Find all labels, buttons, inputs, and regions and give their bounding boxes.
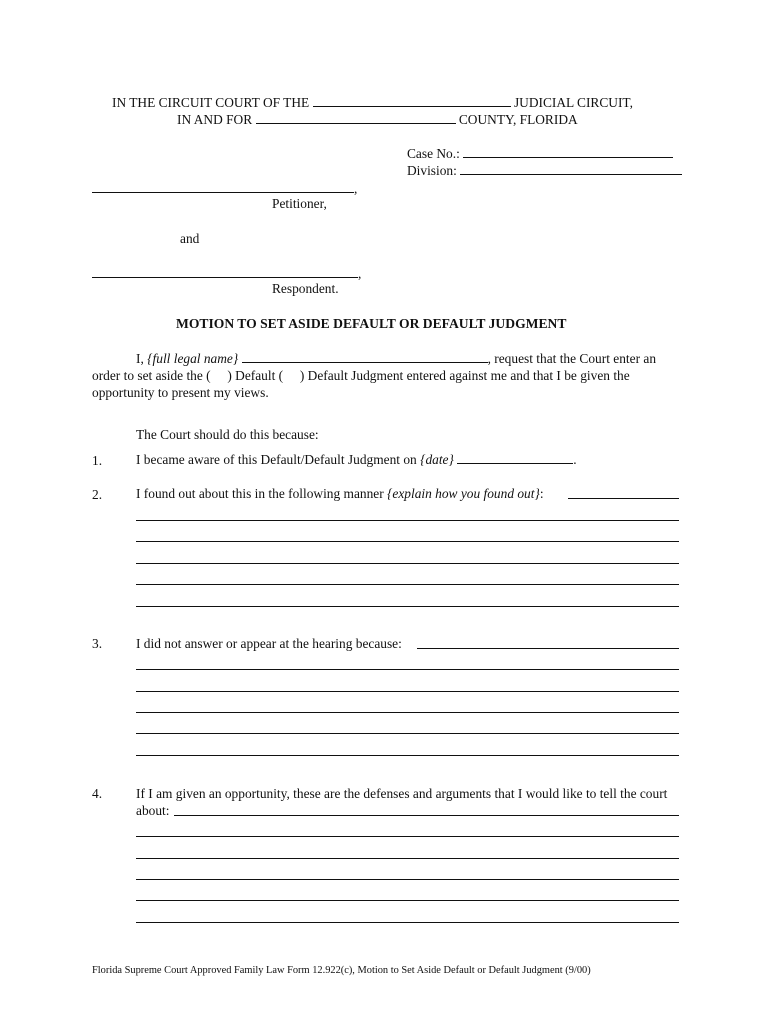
item-3-blank-first[interactable] [417,648,679,649]
county-line [177,111,578,128]
item-2-tail: : [539,486,544,501]
full-name-blank[interactable] [242,350,488,363]
court-prefix: IN THE CIRCUIT COURT OF THE [112,95,310,110]
because-heading: The Court should do this because: [136,427,319,442]
petitioner-label: Petitioner, [272,196,327,211]
county-blank[interactable] [256,111,456,124]
division-label: Division: [407,163,457,178]
intro-line-2: order to set aside the ( ) Default ( ) Default Judgment entered against me and that I be given the [92,368,630,383]
item-3-blank-line[interactable] [136,733,679,734]
intro-line1-tail: , request that the Court enter an [487,351,657,366]
and-label: and [180,231,200,246]
division-blank[interactable] [460,162,682,175]
document-title: MOTION TO SET ASIDE DEFAULT OR DEFAULT JUDGMENT [176,316,567,331]
item-4-text-cont: about: [136,803,170,818]
item-2-blank-line[interactable] [136,563,679,564]
item-3-text: I did not answer or appear at the hearing because: [136,636,402,651]
item-1-text: I became aware of this Default/Default Judgment on [136,452,417,467]
item-2-blank-line[interactable] [136,606,679,607]
date-hint: {date} [420,452,454,467]
full-name-hint: {full legal name} [147,351,239,366]
item-2-blank-line[interactable] [136,520,679,521]
respondent-line [92,265,361,282]
item-2-blank-first[interactable] [568,498,679,499]
court-line [112,94,633,111]
circuit-blank[interactable] [313,94,511,107]
item-1-number: 1. [92,453,103,468]
item-2-line [136,485,544,502]
court-suffix: JUDICIAL CIRCUIT, [513,95,633,110]
item-2-number: 2. [92,487,103,502]
case-no-label: Case No.: [407,146,460,161]
item-2-text: I found out about this in the following manner [136,486,384,501]
respondent-blank[interactable] [92,265,358,278]
item-2-blank-line[interactable] [136,541,679,542]
intro-lead: I, [136,351,144,366]
item-3-blank-line[interactable] [136,755,679,756]
petitioner-blank[interactable] [92,180,354,193]
item-4-blank-first[interactable] [174,815,679,816]
item-3-number: 3. [92,636,103,651]
item-2-blank-line[interactable] [136,584,679,585]
case-no-line [407,145,673,162]
item-1-tail: . [573,452,577,467]
item-3-blank-line[interactable] [136,691,679,692]
respondent-label: Respondent. [272,281,339,296]
county-prefix: IN AND FOR [177,112,253,127]
item-4-blank-line[interactable] [136,879,679,880]
case-no-blank[interactable] [463,145,673,158]
item-4-text: If I am given an opportunity, these are the defenses and arguments that I would like to tell the court [136,786,668,801]
intro-line-3: opportunity to present my views. [92,385,269,400]
intro-line-1 [136,350,656,367]
item-4-number: 4. [92,786,103,801]
respondent-comma: , [358,266,362,281]
date-blank[interactable] [457,451,573,464]
petitioner-line [92,180,357,197]
item-4-blank-line[interactable] [136,922,679,923]
item-4-blank-line[interactable] [136,836,679,837]
division-line [407,162,682,179]
item-3-blank-line[interactable] [136,669,679,670]
item-4-blank-line[interactable] [136,900,679,901]
item-1-line [136,451,577,468]
county-suffix: COUNTY, FLORIDA [458,112,578,127]
item-3-blank-line[interactable] [136,712,679,713]
petitioner-comma: , [354,181,358,196]
item-4-blank-line[interactable] [136,858,679,859]
explain-hint: {explain how you found out} [387,486,540,501]
form-footer: Florida Supreme Court Approved Family Law Form 12.922(c), Motion to Set Aside Default or Default Judgment (9/00) [92,965,591,976]
